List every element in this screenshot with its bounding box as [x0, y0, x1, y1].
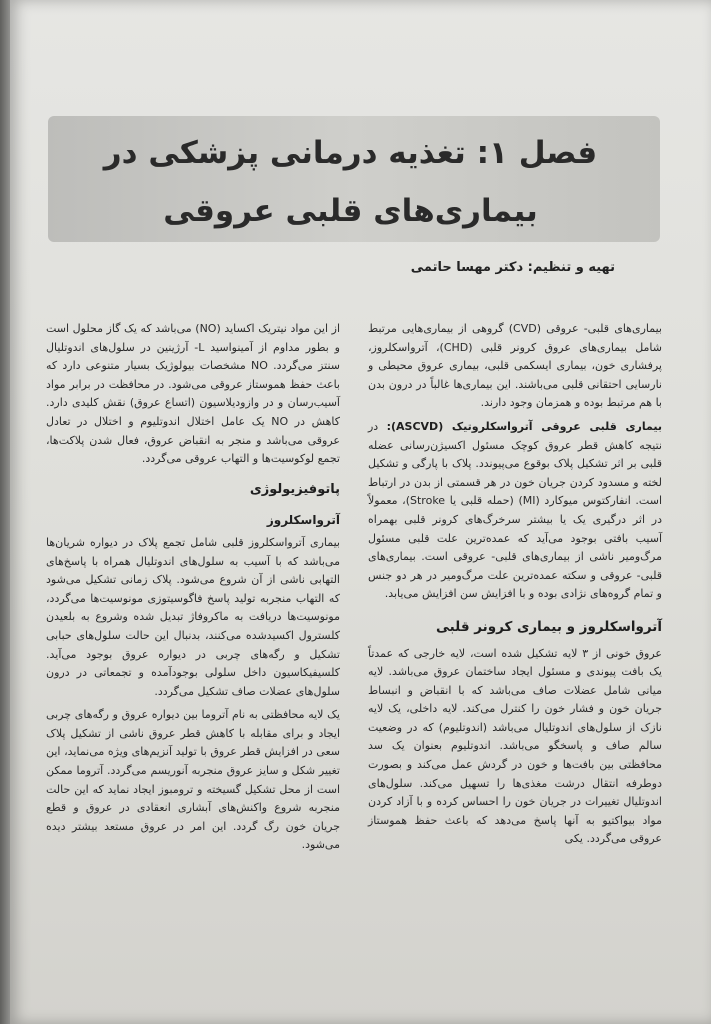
pathophysiology-heading: پاتوفیزیولوژی	[249, 481, 340, 497]
atherosclerosis-paragraph-2: یک لایه محافظتی به نام آتروما بین دیواره عروق و رگه‌های چربی ایجاد و برای مقابله با کاهش قطر عروق ناشی از تشکیل پلاک سعی در افزایش قطر عروق با تولید آنزیم‌های ویژه می‌نماید، این تغییر شکل و سایز عروق منجربه آنوریسم می‌گردد. آتروما ممکن است از محل تشکیل گسیخته و ترومبوز ایجاد نماید که این حالت منجربه شروع واکنش‌های آبشاری انعقادی در عروق و قطع جریان خون رگ گردد. این امر در عروق مستعد بیشتر دیده می‌شود.	[46, 708, 340, 852]
chapter-title-line-2: بیماری‌های قلبی عروقی	[163, 193, 538, 229]
chapter-title	[60, 124, 641, 240]
chapter-title-line-1: فصل ۱: تغذیه درمانی پزشکی در	[103, 135, 598, 171]
section-heading-atherosclerosis-chd: آترواسکلروز و بیماری کرونر قلبی	[436, 618, 662, 635]
ascvd-text: در نتیجه کاهش قطر عروق کوچک مسئول اکسیژن‌رسانی عضله قلبی بر اثر تشکیل پلاک بوقوع می‌پیوندد. پلاک با پارگی و تشکیل لخته و مسدود کردن جریان خون در هر قسمتی از بدن در ارتباط است. انفارکتوس میوکارد (MI) (حمله قلبی یا Stroke)، معمولاً در اثر درگیری یک یا بیشتر سرخرگ‌های کرونر قلبی بهمراه آسیب بافتی بوجود می‌آید که عمده‌ترین علت قلبی مسئول مرگ‌ومیر ناشی از بیماری‌های قلبی- عروقی است. بیماری‌های قلبی- عروقی و سکته عمده‌ترین علت مرگ‌ومیر در هر دو جنس و تمام گروه‌های نژادی بوده و با افزایش سن افزایش می‌یابد.	[368, 419, 663, 601]
nitric-oxide-paragraph: از این مواد نیتریک اکساید (NO) می‌باشد که یک گاز محلول است و بطور مداوم از آمینواسید L- آرژینین در سلول‌های اندوتلیال سنتز می‌گردد. NO مشخصات بیولوژیک بسیار متنوعی دارد که باعث حفظ هموستاز عروقی می‌شود. در محافظت در برابر مواد آسیب‌رسان و در وازودیلاسیون (اتساع عروق) نقش کلیدی دارد. کاهش در NO یک عامل اختلال اندوتلیوم و اختلال در تعادل عروقی می‌باشد و منجر به انقباض عروق، فعال شدن پلاکت‌ها، تجمع لوکوسیت‌ها و التهاب عروقی می‌گردد.	[46, 322, 341, 466]
left-column	[46, 320, 340, 860]
vessel-layers-paragraph: عروق خونی از ۳ لایه تشکیل شده است، لایه خارجی که عمدتاً یک بافت پیوندی و مسئول ایجاد ساختمان عروق می‌باشد. لایه میانی شامل عضلات صاف می‌باشد که با انقباض و انبساط جریان خون و فشار خون را کنترل می‌کند. لایه داخلی، یک لایه نازک از سلول‌های اندوتلیال می‌باشد (اندوتلیوم) که در وضعیت سالم صاف و پاسخگو می‌باشد. اندوتلیوم بعنوان یک سد محافظتی بین بافت‌ها و خون در گردش عمل می‌کند و بصورت دوطرفه انتقال درشت مغذی‌ها را تسهیل می‌کند. سلول‌های اندوتلیال تغییرات در جریان خون را احساس کرده و با آزاد کردن مواد بیواکتیو به آنها پاسخ می‌دهد که باعث حفظ هموستاز عروقی می‌گردد. یکی	[368, 646, 662, 846]
atherosclerosis-paragraph-1: بیماری آترواسکلروز قلبی شامل تجمع پلاک در دیواره شریان‌ها می‌باشد که با آسیب به سلول‌های اندوتلیال همراه با پاسخ‌های التهابی ناشی از آن شروع می‌شود. پلاک زمانی تشکیل می‌شود که التهاب منجربه تولید پاسخ فاگوسیتوزی مونوسیت‌ها می‌گردد، مونوسیت‌ها دریافت به ماکروفاژ تبدیل شده وشروع به بلعیدن کلسترول اکسیدشده می‌کنند، بدنبال این حالت سلول‌های حبابی تشکیل و رگه‌های چربی در دیواره عروق بوجود می‌آید. کلسیفیکاسیون داخل سلولی بوجودآمده و تجمعاتی در درون سلول‌های عضلات صاف تشکیل می‌گردد.	[46, 535, 340, 698]
author-credit: تهیه و تنظیم: دکتر مهسا حاتمی	[410, 260, 615, 275]
ascvd-paragraph	[368, 418, 662, 604]
cvd-intro-paragraph: بیماری‌های قلبی- عروقی (CVD) گروهی از بیماری‌هایی مرتبط شامل بیماری‌های عروق کرونر قلبی (CHD)، آترواسکلروز، پرفشاری خون، بیماری ایسکمی قلبی، بیماری عروق محیطی و نارسایی احتقانی قلبی می‌باشند. این بیماری‌ها غالباً در درون بدن با هم مرتبط بوده و همزمان وجود دارند.	[368, 322, 662, 410]
atherosclerosis-subheading: آترواسکلروز	[266, 513, 340, 528]
ascvd-lead-term: بیماری قلبی عروقی آترواسکلروتیک (ASCVD):	[386, 419, 663, 433]
right-column	[368, 320, 662, 854]
